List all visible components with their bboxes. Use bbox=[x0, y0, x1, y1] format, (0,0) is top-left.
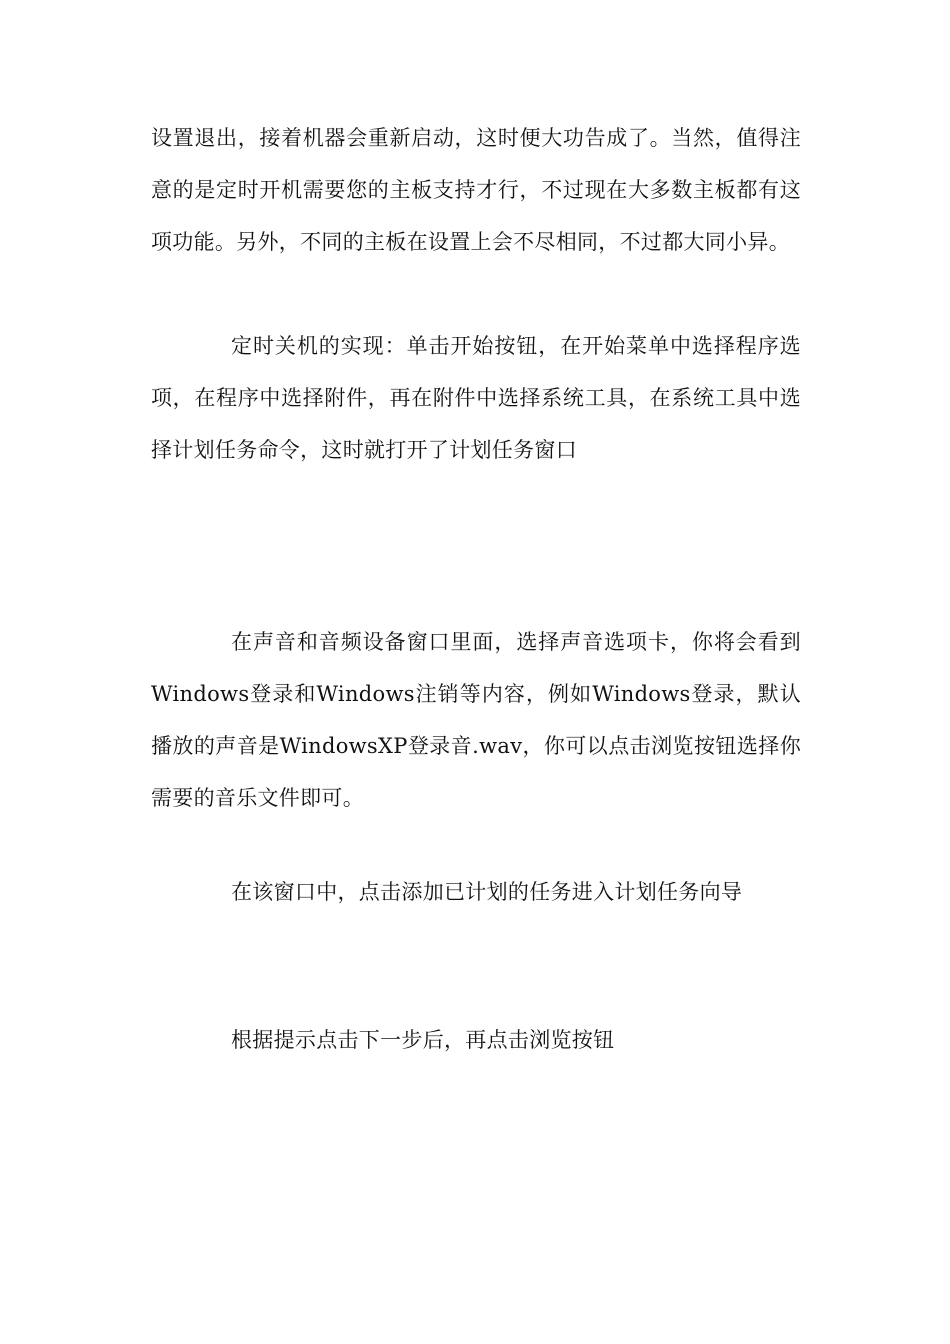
paragraph-sound-settings: 在声音和音频设备窗口里面，选择声音选项卡，你将会看到Windows登录和Windows注销等内容，例如Windows登录，默认播放的声音是WindowsXP登录音.wav，你可以点击浏览按钮选择你需要的音乐文件即可。 bbox=[151, 630, 801, 810]
paragraph-browse-step: 根据提示点击下一步后，再点击浏览按钮 bbox=[231, 1028, 615, 1052]
paragraph-add-task: 在该窗口中，点击添加已计划的任务进入计划任务向导 bbox=[231, 880, 743, 904]
paragraph-shutdown-steps: 定时关机的实现：单击开始按钮，在开始菜单中选择程序选项，在程序中选择附件，再在附件中选择系统工具，在系统工具中选择计划任务命令，这时就打开了计划任务窗口 bbox=[151, 334, 801, 462]
paragraph-continued: 设置退出，接着机器会重新启动，这时便大功告成了。当然，值得注意的是定时开机需要您的主板支持才行，不过现在大多数主板都有这项功能。另外，不同的主板在设置上会不尽相同，不过都大同小异。 bbox=[151, 126, 801, 254]
